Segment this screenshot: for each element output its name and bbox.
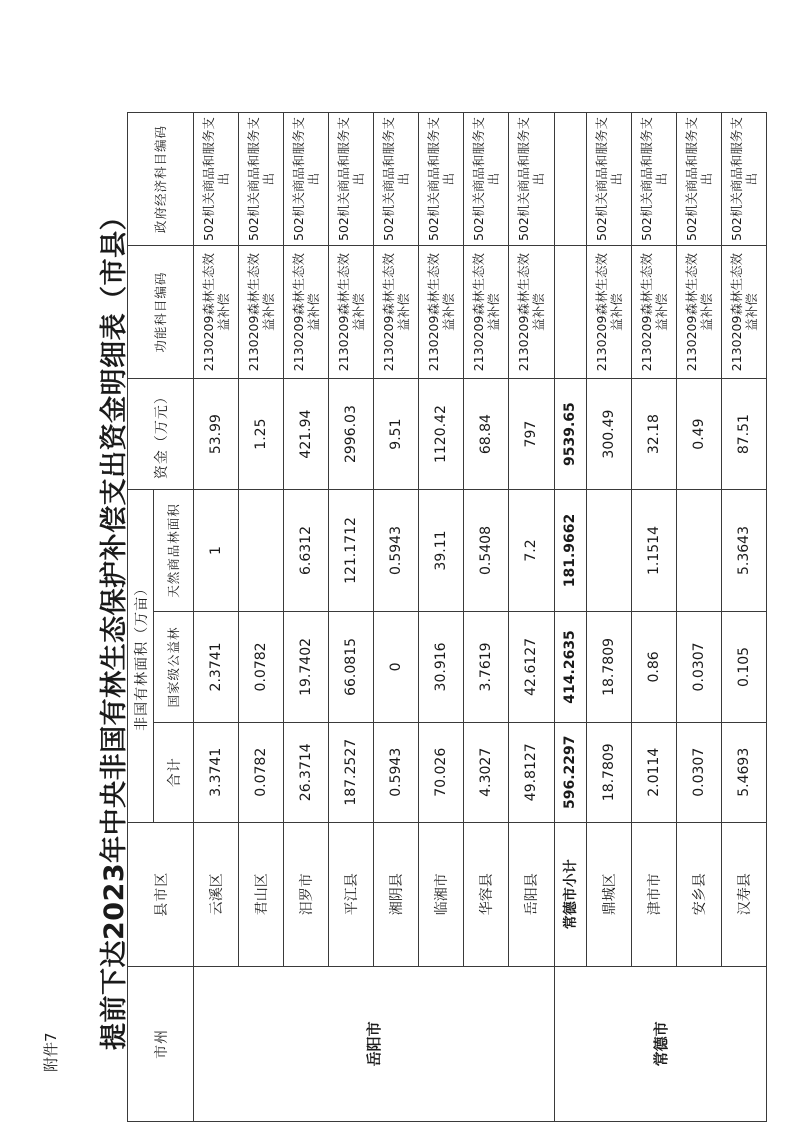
national-cell: 0 <box>374 612 419 723</box>
national-cell: 42.6127 <box>509 612 554 723</box>
natural-cell: 0.5943 <box>374 490 419 612</box>
funds-cell: 2996.03 <box>329 379 374 490</box>
header-area-group: 非国有林面积（万亩） <box>128 490 154 823</box>
county-cell: 华容县 <box>464 822 509 966</box>
total-cell: 3.3741 <box>194 722 239 822</box>
city-cell-changde: 常德市 <box>554 966 767 1121</box>
funds-cell: 53.99 <box>194 379 239 490</box>
total-cell: 0.0307 <box>676 722 721 822</box>
total-cell: 0.0782 <box>239 722 284 822</box>
total-cell: 49.8127 <box>509 722 554 822</box>
subtotal-row <box>554 113 586 1122</box>
natural-cell: 1 <box>194 490 239 612</box>
funds-table <box>127 112 767 1122</box>
func-code-cell: 2130209森林生态效益补偿 <box>374 246 419 379</box>
func-code-cell: 2130209森林生态效益补偿 <box>721 246 766 379</box>
national-cell: 3.7619 <box>464 612 509 723</box>
national-cell: 66.0815 <box>329 612 374 723</box>
county-cell: 湘阴县 <box>374 822 419 966</box>
func-code-cell: 2130209森林生态效益补偿 <box>239 246 284 379</box>
national-cell: 18.7809 <box>586 612 631 723</box>
econ-code-cell: 502机关商品和服务支出 <box>374 113 419 246</box>
total-cell: 26.3714 <box>284 722 329 822</box>
county-cell: 鼎城区 <box>586 822 631 966</box>
county-cell: 云溪区 <box>194 822 239 966</box>
func-code-cell: 2130209森林生态效益补偿 <box>676 246 721 379</box>
funds-cell: 1120.42 <box>419 379 464 490</box>
funds-cell: 9.51 <box>374 379 419 490</box>
funds-cell: 1.25 <box>239 379 284 490</box>
natural-cell <box>239 490 284 612</box>
subtotal-national: 414.2635 <box>554 612 586 723</box>
header-national: 国家级公益林 <box>154 612 194 723</box>
national-cell: 19.7402 <box>284 612 329 723</box>
econ-code-cell: 502机关商品和服务支出 <box>194 113 239 246</box>
natural-cell: 0.5408 <box>464 490 509 612</box>
natural-cell: 7.2 <box>509 490 554 612</box>
table-row <box>194 113 239 1122</box>
econ-code-cell: 502机关商品和服务支出 <box>676 113 721 246</box>
func-code-cell: 2130209森林生态效益补偿 <box>284 246 329 379</box>
header-total: 合计 <box>154 722 194 822</box>
header-func-code: 功能科目编码 <box>128 246 194 379</box>
funds-cell: 87.51 <box>721 379 766 490</box>
national-cell: 0.0307 <box>676 612 721 723</box>
subtotal-econ <box>554 113 586 246</box>
funds-cell: 68.84 <box>464 379 509 490</box>
func-code-cell: 2130209森林生态效益补偿 <box>194 246 239 379</box>
total-cell: 18.7809 <box>586 722 631 822</box>
subtotal-funds: 9539.65 <box>554 379 586 490</box>
header-econ-code: 政府经济科目编码 <box>128 113 194 246</box>
natural-cell: 1.1514 <box>631 490 676 612</box>
econ-code-cell: 502机关商品和服务支出 <box>284 113 329 246</box>
county-cell: 汨罗市 <box>284 822 329 966</box>
total-cell: 4.3027 <box>464 722 509 822</box>
funds-cell: 421.94 <box>284 379 329 490</box>
county-cell: 君山区 <box>239 822 284 966</box>
subtotal-func <box>554 246 586 379</box>
total-cell: 2.0114 <box>631 722 676 822</box>
natural-cell: 39.11 <box>419 490 464 612</box>
funds-table-wrapper <box>127 112 767 1122</box>
total-cell: 0.5943 <box>374 722 419 822</box>
subtotal-total: 596.2297 <box>554 722 586 822</box>
header-county: 县市区 <box>128 822 194 966</box>
natural-cell: 5.3643 <box>721 490 766 612</box>
header-city: 市州 <box>128 966 194 1121</box>
national-cell: 0.86 <box>631 612 676 723</box>
national-cell: 0.105 <box>721 612 766 723</box>
national-cell: 0.0782 <box>239 612 284 723</box>
func-code-cell: 2130209森林生态效益补偿 <box>464 246 509 379</box>
county-cell: 津市市 <box>631 822 676 966</box>
func-code-cell: 2130209森林生态效益补偿 <box>509 246 554 379</box>
header-natural: 天然商品林面积 <box>154 490 194 612</box>
econ-code-cell: 502机关商品和服务支出 <box>586 113 631 246</box>
city-cell-yueyang: 岳阳市 <box>194 966 555 1121</box>
econ-code-cell: 502机关商品和服务支出 <box>419 113 464 246</box>
total-cell: 70.026 <box>419 722 464 822</box>
funds-cell: 32.18 <box>631 379 676 490</box>
document-title: 提前下达2023年中央非国有林生态保护补偿支出资金明细表（市县） <box>99 202 130 1050</box>
national-cell: 30.916 <box>419 612 464 723</box>
attachment-label: 附件7 <box>42 1032 60 1072</box>
econ-code-cell: 502机关商品和服务支出 <box>509 113 554 246</box>
econ-code-cell: 502机关商品和服务支出 <box>721 113 766 246</box>
funds-cell: 300.49 <box>586 379 631 490</box>
county-cell: 汉寿县 <box>721 822 766 966</box>
county-cell: 岳阳县 <box>509 822 554 966</box>
func-code-cell: 2130209森林生态效益补偿 <box>329 246 374 379</box>
func-code-cell: 2130209森林生态效益补偿 <box>631 246 676 379</box>
func-code-cell: 2130209森林生态效益补偿 <box>586 246 631 379</box>
natural-cell <box>676 490 721 612</box>
subtotal-label: 常德市小计 <box>554 822 586 966</box>
header-funds: 资金（万元） <box>128 379 194 490</box>
natural-cell: 6.6312 <box>284 490 329 612</box>
funds-cell: 0.49 <box>676 379 721 490</box>
county-cell: 平江县 <box>329 822 374 966</box>
total-cell: 187.2527 <box>329 722 374 822</box>
county-cell: 临湘市 <box>419 822 464 966</box>
econ-code-cell: 502机关商品和服务支出 <box>631 113 676 246</box>
national-cell: 2.3741 <box>194 612 239 723</box>
county-cell: 安乡县 <box>676 822 721 966</box>
natural-cell <box>586 490 631 612</box>
econ-code-cell: 502机关商品和服务支出 <box>329 113 374 246</box>
natural-cell: 121.1712 <box>329 490 374 612</box>
econ-code-cell: 502机关商品和服务支出 <box>464 113 509 246</box>
func-code-cell: 2130209森林生态效益补偿 <box>419 246 464 379</box>
total-cell: 5.4693 <box>721 722 766 822</box>
subtotal-natural: 181.9662 <box>554 490 586 612</box>
funds-cell: 797 <box>509 379 554 490</box>
econ-code-cell: 502机关商品和服务支出 <box>239 113 284 246</box>
